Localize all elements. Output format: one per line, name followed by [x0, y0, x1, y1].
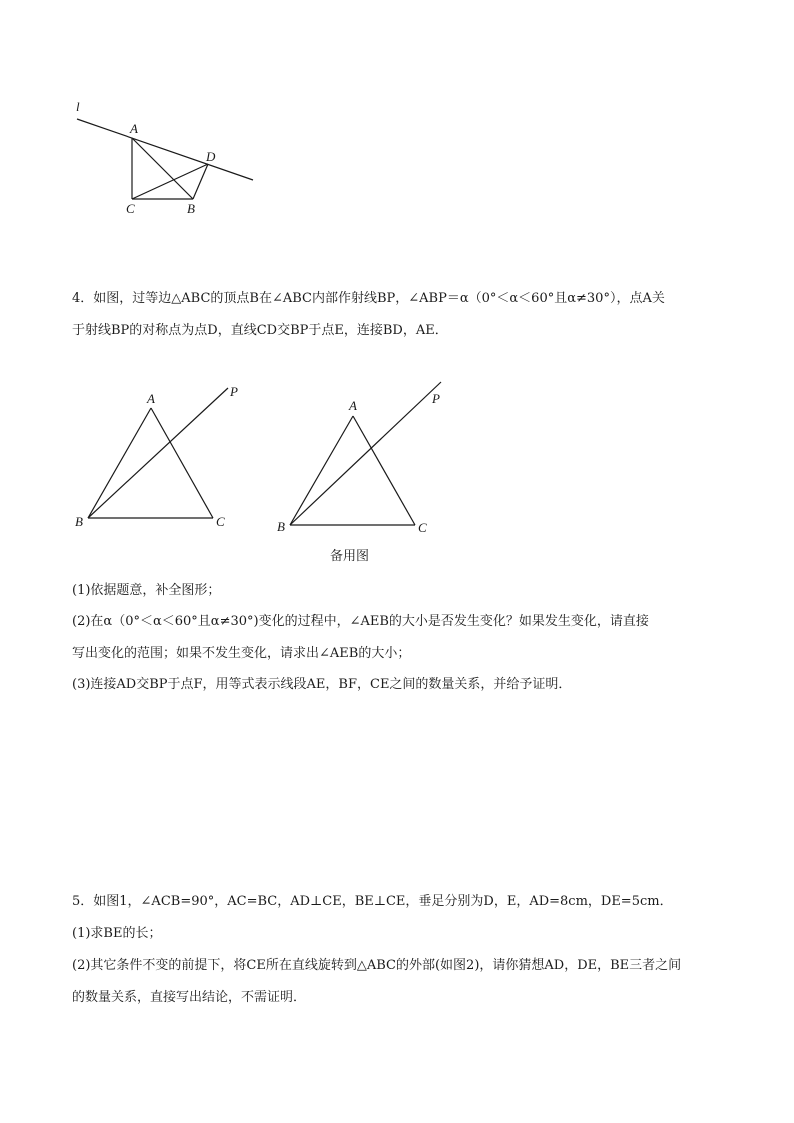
ray-BP: [88, 388, 228, 518]
label-P: P: [230, 384, 238, 399]
segment-AC: [353, 416, 415, 525]
problem4-question1: (1)依据题意，补全图形；: [72, 583, 221, 598]
segment-CD: [132, 164, 208, 199]
label-A: A: [147, 391, 155, 406]
ray-BP: [290, 382, 441, 525]
label-l: l: [76, 99, 80, 114]
problem4-figure-left: [70, 375, 260, 530]
problem4-question2-line2: 写出变化的范围；如果不发生变化，请求出∠AEB的大小；: [72, 646, 411, 661]
segment-BA: [290, 416, 353, 525]
segment-AB: [132, 138, 193, 199]
label-D: D: [206, 149, 216, 164]
figure-1: [60, 95, 270, 225]
label-C: C: [418, 520, 427, 535]
problem4-figure-right: [270, 375, 470, 540]
label-A: A: [349, 398, 357, 413]
problem5-question2-line1: (2)其它条件不变的前提下，将CE所在直线旋转到△ABC的外部(如图2)，请你猜想AD，DE，BE三者之间: [72, 958, 682, 973]
problem5-line1: 5．如图1，∠ACB=90°，AC=BC，AD⊥CE，BE⊥CE，垂足分别为D，E，AD=8cm，DE=5cm．: [72, 894, 673, 909]
problem5-question1: (1)求BE的长；: [72, 926, 162, 941]
segment-AC: [151, 408, 213, 518]
label-C: C: [126, 201, 135, 216]
problem4-question3: (3)连接AD交BP于点F，用等式表示线段AE，BF，CE之间的数量关系，并给予证明．: [72, 677, 572, 692]
figure-caption: 备用图: [330, 549, 370, 564]
problem5-question2-line2: 的数量关系，直接写出结论，不需证明．: [72, 990, 307, 1005]
label-B: B: [187, 201, 195, 216]
label-C: C: [216, 514, 225, 529]
problem4-question2-line1: (2)在α（0°＜α＜60°且α≠30°)变化的过程中，∠AEB的大小是否发生变化？如果发生变化，请直接: [72, 614, 649, 629]
label-P: P: [432, 391, 440, 406]
label-B: B: [277, 519, 285, 534]
problem4-line1: 4．如图，过等边△ABC的顶点B在∠ABC内部作射线BP，∠ABP＝α（0°＜α＜60°且α≠30°），点A关: [72, 291, 665, 306]
segment-BA: [88, 408, 151, 518]
label-A: A: [130, 121, 138, 136]
problem4-line2: 于射线BP的对称点为点D，直线CD交BP于点E，连接BD，AE．: [72, 323, 448, 338]
label-B: B: [75, 514, 83, 529]
